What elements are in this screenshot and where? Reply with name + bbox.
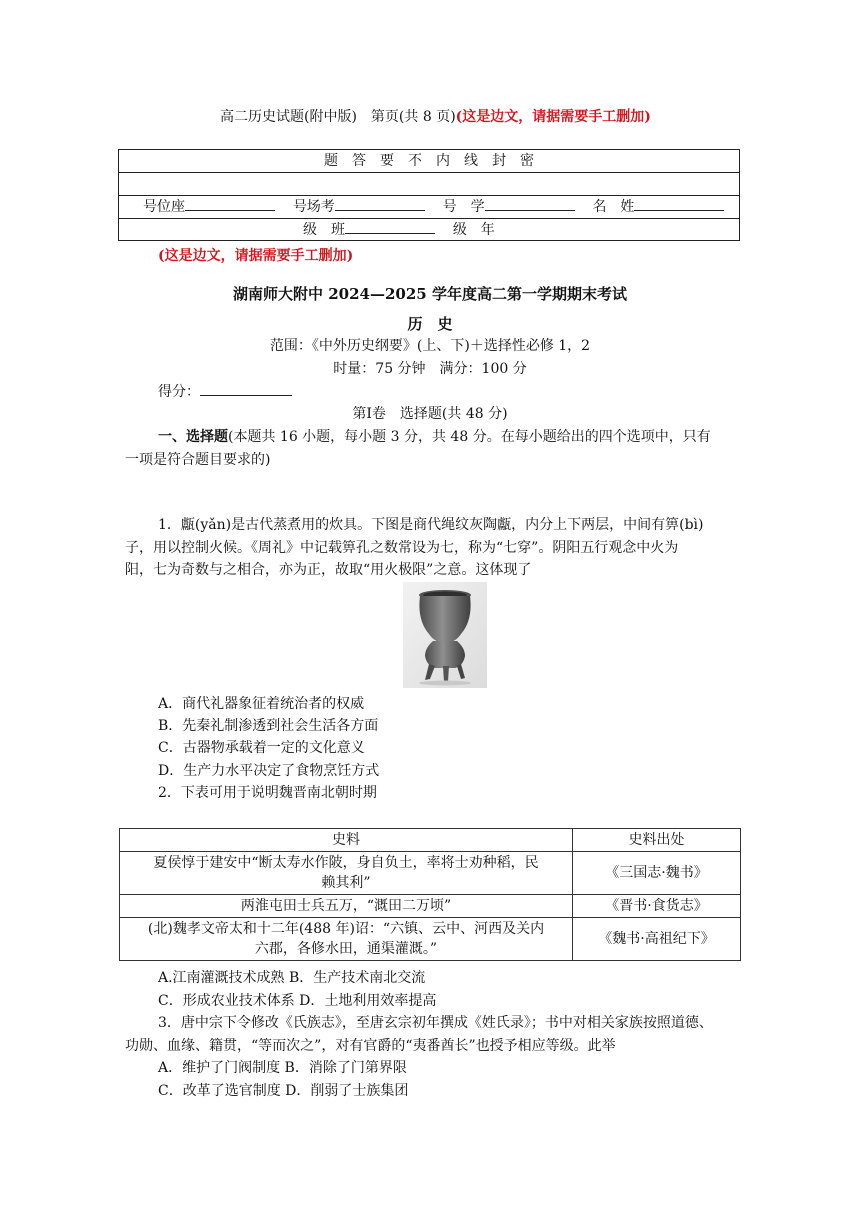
binding-row-1 [119, 150, 739, 173]
table-header-source: 史料 [120, 829, 573, 852]
student-id-field[interactable] [485, 196, 575, 211]
table-cell-origin: 《魏书·高祖纪下》 [573, 918, 741, 961]
q3-options-2: C．改革了选官制度 D．削弱了士族集团 [158, 1083, 409, 1099]
seat-label: 号位座 [143, 199, 185, 215]
table-header-origin: 史料出处 [573, 829, 741, 852]
table-row [120, 918, 741, 961]
name-label: 名 姓 [592, 199, 635, 215]
binding-row-3 [119, 196, 739, 219]
table-cell-line: 六郡，各修水田，通渠灌溉。” [254, 941, 438, 957]
q3-line-2: 功勋、血缘、籍贯，“等而次之”，对有官爵的“夷番酋长”也授予相应等级。此举 [125, 1038, 616, 1054]
score-line [158, 381, 292, 401]
score-field[interactable] [200, 381, 292, 396]
page-header [220, 106, 651, 126]
table-cell-origin: 《三国志·魏书》 [573, 852, 741, 895]
room-label: 号场考 [292, 199, 335, 215]
part-title: 第Ⅰ卷 选择题(共 48 分) [352, 406, 508, 422]
section-instructions-2: 一项是符合题目要求的) [125, 452, 271, 468]
table-cell-text [120, 918, 573, 961]
exam-title: 湖南师大附中 2024—2025 学年度高二第一学期期末考试 [233, 285, 627, 303]
q1-option-d: D．生产力水平决定了食物烹饪方式 [158, 763, 380, 779]
header-note: (这是边文，请据需要手工删加) [455, 109, 651, 125]
pottery-yan-image [403, 582, 487, 688]
section-label: 一、选择题 [158, 429, 228, 445]
q2-options-1: A.江南灌溉技术成熟 B．生产技术南北交流 [158, 970, 426, 986]
class-field[interactable] [345, 219, 435, 234]
q1-option-a: A．商代礼器象征着统治者的权威 [158, 696, 365, 712]
q1-option-c: C．古器物承载着一定的文化意义 [158, 740, 365, 756]
margin-note: (这是边文，请据需要手工删加) [158, 248, 354, 264]
table-row [120, 895, 741, 918]
binding-row-4 [119, 219, 739, 241]
q3-line-1: 3．唐中宗下令修改《氏族志》，至唐玄宗初年撰成《姓氏录》；书中对相关家族按照道德、 [158, 1015, 713, 1031]
q2-options-2: C．形成农业技术体系 D．土地利用效率提高 [158, 993, 437, 1009]
table-cell-text: 两淮屯田士兵五万，“溉田二万顷” [120, 895, 573, 918]
header-text: 高二历史试题(附中版) 第页(共 8 页) [220, 109, 456, 125]
exam-scope: 范围：《中外历史纲要》(上、下)＋选择性必修 1，2 [269, 338, 591, 354]
room-field[interactable] [335, 196, 425, 211]
table-header-row [120, 829, 741, 852]
table-cell-line: 赖其利” [321, 875, 371, 891]
table-cell-line: (北)魏孝文帝太和十二年(488 年)诏：“六镇、云中、河西及关内 [147, 921, 545, 937]
section-heading [158, 426, 711, 446]
source-table [119, 828, 741, 961]
table-row [120, 852, 741, 895]
binding-row-2 [119, 173, 739, 196]
q3-options-1: A．维护了门阀制度 B．消除了门第界限 [158, 1060, 407, 1076]
table-cell-line: 夏侯惇于建安中“断太寿水作陂，身自负土，率将士劝种稻，民 [153, 855, 539, 871]
score-label: 得分： [158, 384, 200, 400]
binding-seal-text: 题 答 要 不 内 线 封 密 [324, 153, 534, 169]
q1-option-b: B．先秦礼制渗透到社会生活各方面 [158, 718, 379, 734]
table-cell-origin: 《晋书·食货志》 [573, 895, 741, 918]
name-field[interactable] [634, 196, 724, 211]
grade-label: 级 年 [452, 222, 495, 238]
q1-line-2: 子，用以控制火候。《周礼》中记载箅孔之数常设为七，称为“七穿”。阴阳五行观念中火为 [125, 540, 679, 556]
class-label: 级 班 [303, 222, 345, 238]
exam-time: 时量：75 分钟 满分：100 分 [333, 361, 527, 377]
seat-field[interactable] [185, 196, 275, 211]
binding-box [118, 149, 740, 241]
section-instructions: (本题共 16 小题，每小题 3 分，共 48 分。在每小题给出的四个选项中，只有 [228, 429, 711, 445]
table-cell-text [120, 852, 573, 895]
subject-title: 历 史 [407, 315, 453, 333]
q1-line-3: 阳，七为奇数与之相合，亦为正，故取“用火极限”之意。这体现了 [125, 562, 532, 578]
student-id-label: 号 学 [442, 199, 485, 215]
q2-stem: 2．下表可用于说明魏晋南北朝时期 [158, 785, 377, 801]
q1-line-1: 1．甗(yǎn)是古代蒸煮用的炊具。下图是商代绳纹灰陶甗，内分上下两层，中间有箅(bì) [158, 517, 704, 533]
